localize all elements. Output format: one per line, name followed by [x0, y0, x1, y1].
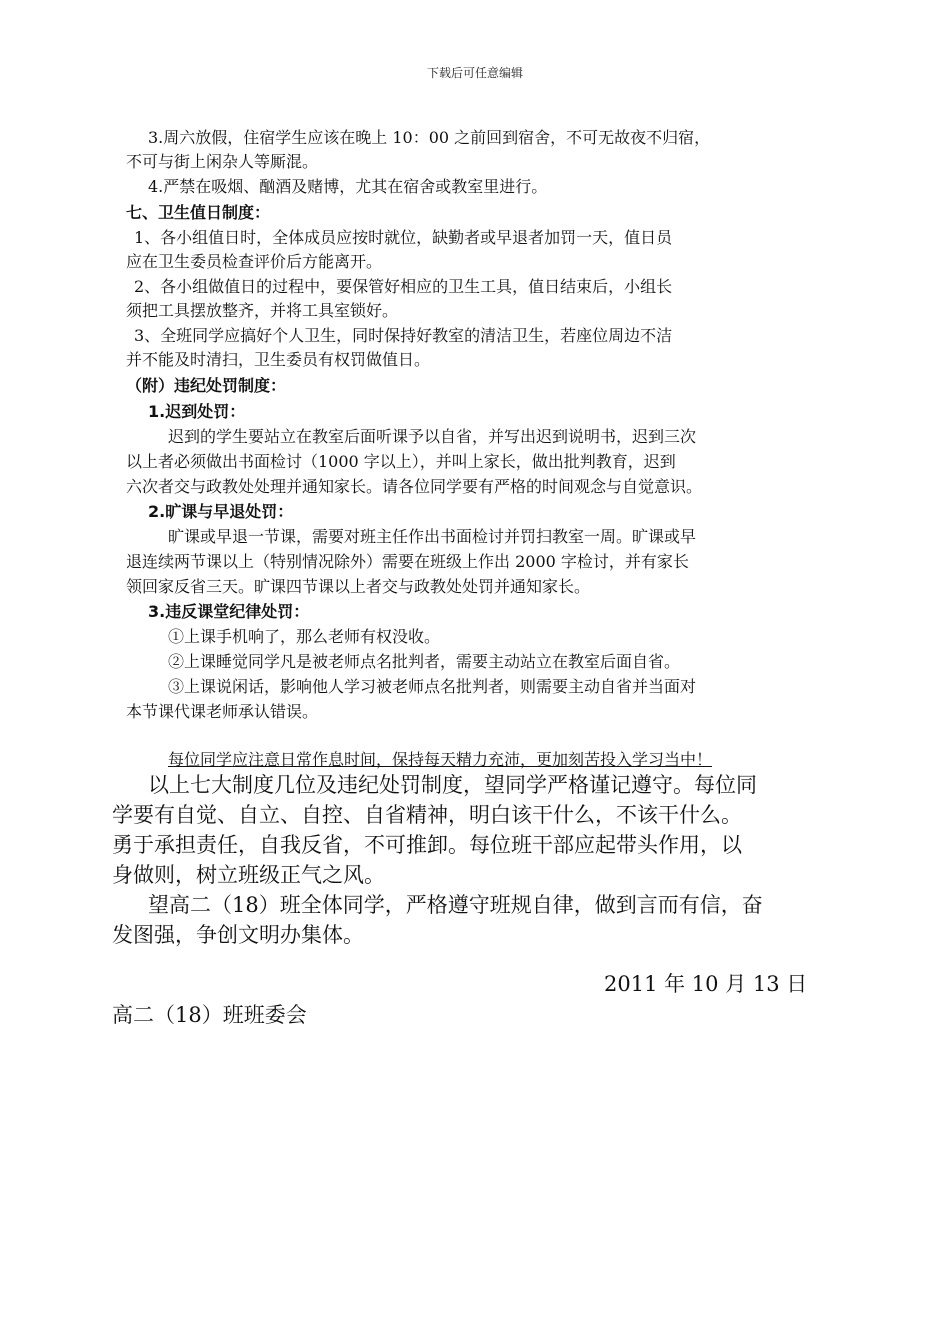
late-penalty-text-2: 以上者必须做出书面检讨（1000 字以上），并叫上家长，做出批判教育，迟到: [126, 452, 676, 471]
duty-rule-3-cont: 并不能及时清扫，卫生委员有权罚做值日。: [126, 350, 431, 369]
section-7-heading: 七、卫生值日制度：: [126, 203, 271, 222]
rule-4-smoking: 4.严禁在吸烟、酗酒及赌博，尤其在宿舍或教室里进行。: [148, 177, 548, 196]
document-date: 2011 年 10 月 13 日: [604, 972, 808, 996]
closing-paragraph-1-line-2: 学要有自觉、自立、自控、自省精神，明白该干什么，不该干什么。: [112, 803, 742, 827]
duty-rule-2: 2、各小组做值日的过程中，要保管好相应的卫生工具，值日结束后，小组长: [134, 277, 673, 296]
discipline-item-1: ①上课手机响了，那么老师有权没收。: [168, 627, 441, 646]
late-penalty-text: 迟到的学生要站立在教室后面听课予以自省，并写出迟到说明书，迟到三次: [168, 427, 697, 446]
page-header-note: 下载后可任意编辑: [426, 66, 523, 80]
signature-class-committee: 高二（18）班班委会: [112, 1003, 307, 1027]
closing-paragraph-1: 以上七大制度几位及违纪处罚制度，望同学严格谨记遵守。每位同: [148, 773, 757, 797]
absence-penalty-text-2: 退连续两节课以上（特别情况除外）需要在班级上作出 2000 字检讨，并有家长: [126, 552, 689, 571]
rule-3-weekend-line-cont: 不可与街上闲杂人等厮混。: [126, 152, 319, 171]
discipline-penalty-heading: 3.违反课堂纪律处罚：: [148, 602, 310, 621]
encouragement-line: 每位同学应注意日常作息时间，保持每天精力充沛，更加刻苦投入学习当中！: [168, 750, 713, 769]
closing-paragraph-2-line-2: 发图强，争创文明办集体。: [112, 923, 364, 947]
appendix-heading: （附）违纪处罚制度：: [126, 376, 287, 395]
closing-paragraph-2: 望高二（18）班全体同学，严格遵守班规自律，做到言而有信，奋: [148, 893, 763, 917]
duty-rule-3: 3、全班同学应搞好个人卫生，同时保持好教室的清洁卫生，若座位周边不洁: [134, 326, 673, 345]
absence-penalty-heading: 2.旷课与早退处罚：: [148, 502, 294, 521]
discipline-item-3-cont: 本节课代课老师承认错误。: [126, 702, 319, 721]
closing-paragraph-1-line-4: 身做则，树立班级正气之风。: [112, 863, 385, 887]
rule-3-weekend-line: 3.周六放假，住宿学生应该在晚上 10：00 之前回到宿舍，不可无故夜不归宿，: [148, 128, 711, 147]
late-penalty-text-3: 六次者交与政教处处理并通知家长。请各位同学要有严格的时间观念与自觉意识。: [126, 477, 703, 496]
duty-rule-1: 1、各小组值日时，全体成员应按时就位，缺勤者或早退者加罚一天，值日员: [134, 228, 673, 247]
discipline-item-2: ②上课睡觉同学凡是被老师点名批判者，需要主动站立在教室后面自省。: [168, 652, 681, 671]
discipline-item-3: ③上课说闲话，影响他人学习被老师点名批判者，则需要主动自省并当面对: [168, 677, 697, 696]
absence-penalty-text-3: 领回家反省三天。旷课四节课以上者交与政教处处罚并通知家长。: [126, 577, 591, 596]
late-penalty-heading: 1.迟到处罚：: [148, 402, 246, 421]
duty-rule-2-cont: 须把工具摆放整齐，并将工具室锁好。: [126, 301, 399, 320]
absence-penalty-text: 旷课或早退一节课，需要对班主任作出书面检讨并罚扫教室一周。旷课或早: [168, 527, 697, 546]
closing-paragraph-1-line-3: 勇于承担责任，自我反省，不可推卸。每位班干部应起带头作用，以: [112, 833, 742, 857]
duty-rule-1-cont: 应在卫生委员检查评价后方能离开。: [126, 252, 383, 271]
